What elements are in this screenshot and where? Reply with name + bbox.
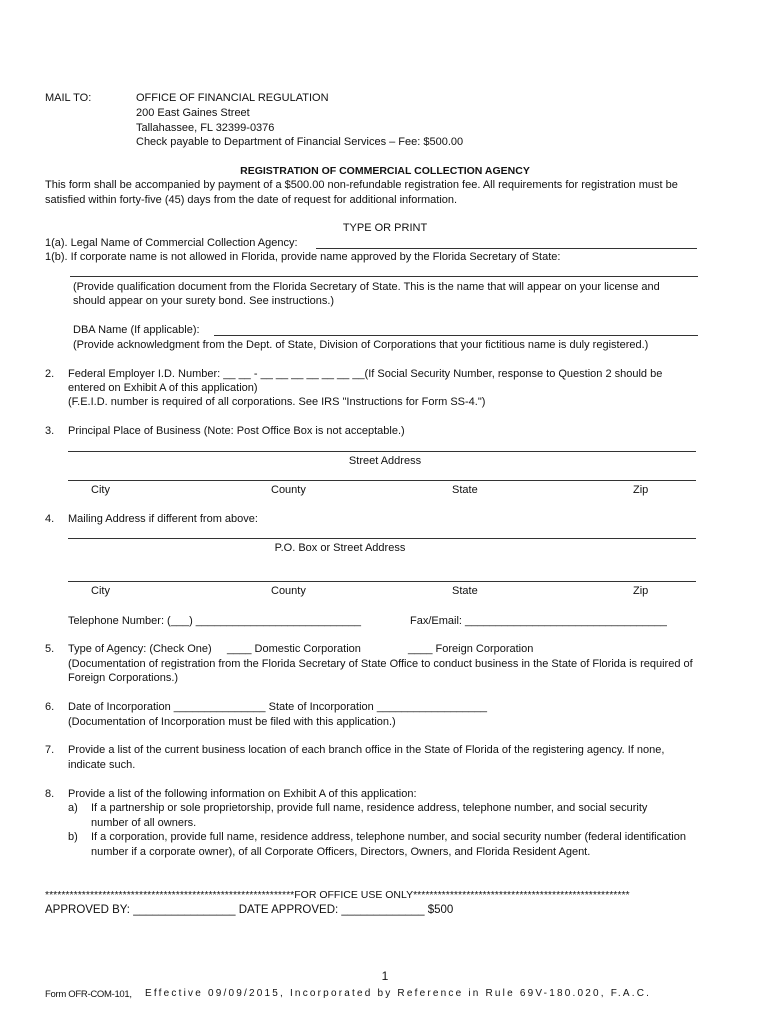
q6-number: 6. bbox=[45, 701, 55, 713]
footer-form-id: Form OFR-COM-101, bbox=[45, 989, 132, 1000]
q1b-label: 1(b). If corporate name is not allowed in Florida, provide name approved by the Florida Secretary of State: bbox=[45, 251, 561, 263]
mail-to-line-1: OFFICE OF FINANCIAL REGULATION bbox=[136, 92, 329, 104]
q8-a-line-2: number of all owners. bbox=[91, 817, 197, 829]
q5-number: 5. bbox=[45, 643, 55, 655]
dba-label: DBA Name (If applicable): bbox=[73, 324, 200, 336]
q2-number: 2. bbox=[45, 368, 55, 380]
q8-line-1: Provide a list of the following information on Exhibit A of this application: bbox=[68, 788, 417, 800]
q4-city-label: City bbox=[91, 585, 110, 597]
q3-street-label: Street Address bbox=[348, 455, 422, 467]
q6-line-2: (Documentation of Incorporation must be filed with this application.) bbox=[68, 716, 396, 728]
q6-incorporation-fields[interactable]: Date of Incorporation _______________ State of Incorporation __________________ bbox=[68, 701, 487, 713]
q1-note-line-1: (Provide qualification document from the Florida Secretary of State. This is the name that will appear on your license and bbox=[73, 281, 660, 293]
q8-number: 8. bbox=[45, 788, 55, 800]
q3-county-label: County bbox=[271, 484, 306, 496]
q2-line-3: (F.E.I.D. number is required of all corporations. See IRS "Instructions for Form SS-4.") bbox=[68, 396, 486, 408]
q5-line-2: (Documentation of registration from the Florida Secretary of State Office to conduct business in the State of Florida is required of bbox=[68, 658, 693, 670]
q8-a-label: a) bbox=[68, 802, 78, 814]
q3-zip-label: Zip bbox=[633, 484, 649, 496]
q7-line-2: indicate such. bbox=[68, 759, 136, 771]
q2-line-1: Federal Employer I.D. Number: __ __ - __ __ __ __ __ __ __(If Social Security Number, response to Question 2 should be bbox=[68, 368, 663, 380]
q4-number: 4. bbox=[45, 513, 55, 525]
q3-street-line[interactable] bbox=[68, 451, 696, 452]
q7-line-1: Provide a list of the current business location of each branch office in the State of Florida of the registering agency. If none, bbox=[68, 744, 665, 756]
approval-fields[interactable]: APPROVED BY: ________________ DATE APPROVED: _____________ $500 bbox=[45, 904, 454, 916]
mail-to-line-2: 200 East Gaines Street bbox=[136, 107, 250, 119]
dba-note: (Provide acknowledgment from the Dept. of State, Division of Corporations that your fictitious name is duly registered.) bbox=[73, 339, 649, 351]
q4-city-line[interactable] bbox=[68, 581, 696, 582]
q4-po-line[interactable] bbox=[68, 538, 696, 539]
q3-text: Principal Place of Business (Note: Post Office Box is not acceptable.) bbox=[68, 425, 405, 437]
office-use-banner: *************************************************************FOR OFFICE USE ONLY***************************************************** bbox=[45, 889, 630, 901]
mail-to-label: MAIL TO: bbox=[45, 92, 92, 104]
q1b-name-line[interactable] bbox=[70, 276, 698, 277]
q8-b-line-2: number if a corporate owner), of all Corporate Officers, Directors, Owners, and Florida Resident Agent. bbox=[91, 846, 591, 858]
q2-line-2: entered on Exhibit A of this application) bbox=[68, 382, 258, 394]
page-number: 1 bbox=[381, 969, 389, 983]
q5-type-label: Type of Agency: (Check One) bbox=[68, 643, 212, 655]
mail-to-line-3: Tallahassee, FL 32399-0376 bbox=[136, 122, 275, 134]
q1a-name-line[interactable] bbox=[316, 248, 697, 249]
intro-line-1: This form shall be accompanied by payment of a $500.00 non-refundable registration fee. All requirements for registration must be bbox=[45, 179, 678, 191]
q8-a-line-1: If a partnership or sole proprietorship, provide full name, residence address, telephone number, and social security bbox=[91, 802, 648, 814]
q8-b-label: b) bbox=[68, 831, 78, 843]
footer-citation: Effective 09/09/2015, Incorporated by Reference in Rule 69V-180.020, F.A.C. bbox=[145, 988, 652, 999]
q4-state-label: State bbox=[452, 585, 478, 597]
q4-county-label: County bbox=[271, 585, 306, 597]
type-or-print: TYPE OR PRINT bbox=[342, 222, 428, 234]
form-title: REGISTRATION OF COMMERCIAL COLLECTION AGENCY bbox=[240, 165, 530, 177]
foreign-corporation-option[interactable]: ____ Foreign Corporation bbox=[408, 643, 534, 655]
domestic-corporation-option[interactable]: ____ Domestic Corporation bbox=[227, 643, 361, 655]
q4-po-label: P.O. Box or Street Address bbox=[274, 542, 406, 554]
q4-zip-label: Zip bbox=[633, 585, 649, 597]
intro-line-2: satisfied within forty-five (45) days from the date of request for additional information. bbox=[45, 194, 458, 206]
q1-note-line-2: should appear on your surety bond. See instructions.) bbox=[73, 295, 335, 307]
mail-to-line-4: Check payable to Department of Financial Services – Fee: $500.00 bbox=[136, 136, 464, 148]
q3-number: 3. bbox=[45, 425, 55, 437]
q8-b-line-1: If a corporation, provide full name, residence address, telephone number, and social security number (federal identification bbox=[91, 831, 686, 843]
q3-city-label: City bbox=[91, 484, 110, 496]
q1a-label: 1(a). Legal Name of Commercial Collection Agency: bbox=[45, 237, 298, 249]
q5-line-3: Foreign Corporations.) bbox=[68, 672, 179, 684]
fax-email-field[interactable]: Fax/Email: _________________________________ bbox=[410, 615, 667, 627]
dba-line[interactable] bbox=[214, 335, 698, 336]
telephone-field[interactable]: Telephone Number: (___) ___________________________ bbox=[68, 615, 361, 627]
q3-city-line[interactable] bbox=[68, 480, 696, 481]
q4-text: Mailing Address if different from above: bbox=[68, 513, 258, 525]
q3-state-label: State bbox=[452, 484, 478, 496]
q7-number: 7. bbox=[45, 744, 55, 756]
